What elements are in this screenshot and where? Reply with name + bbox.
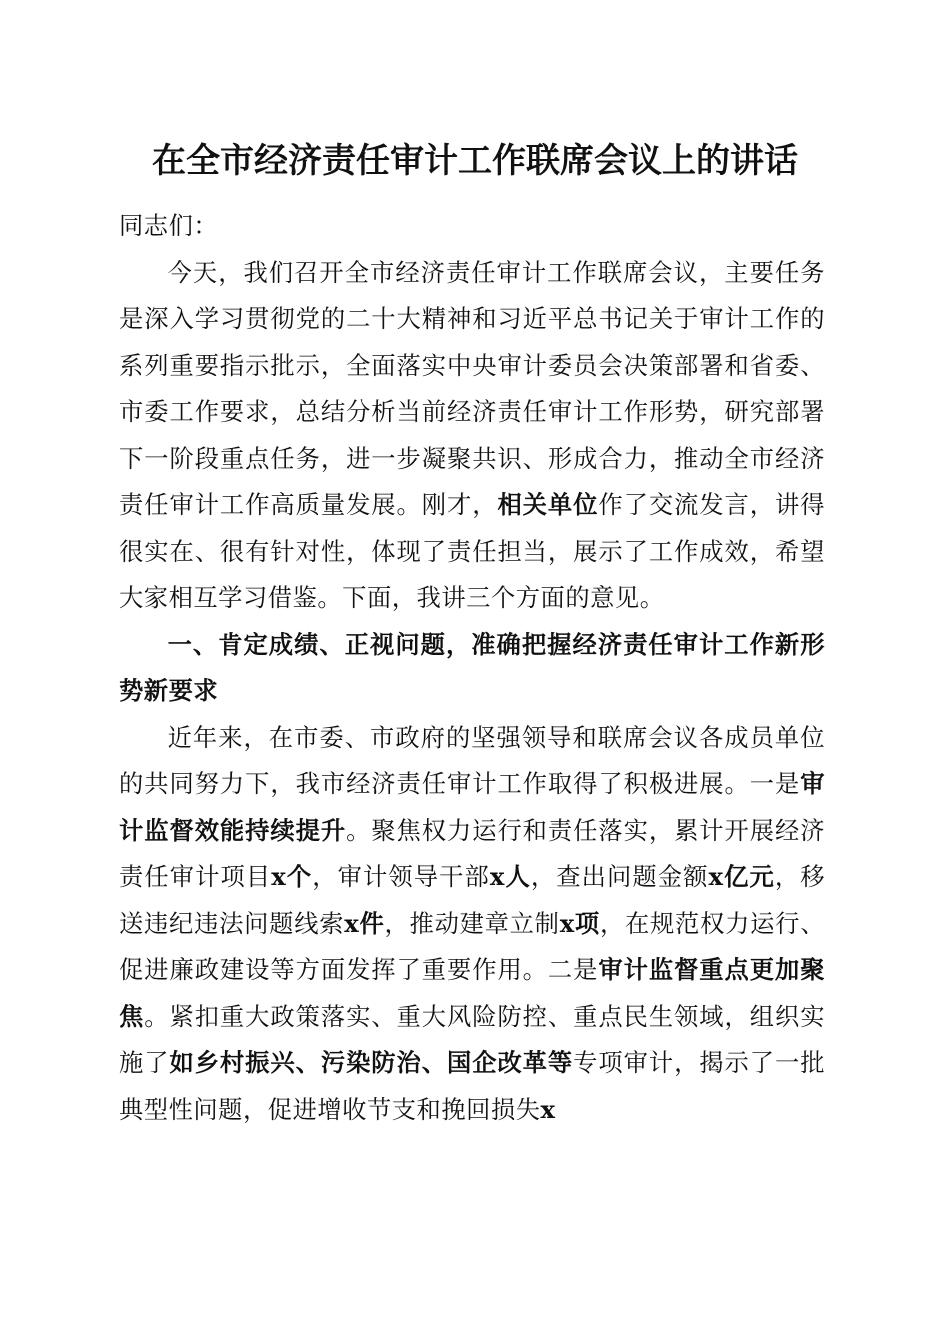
achievements-text-4: ，查出问题金额 <box>530 862 709 891</box>
achievements-bold-4: x亿元 <box>708 862 775 891</box>
achievements-text-8: 。紧扣重大政策落实、重大风险防控、重点民生领域，组织实施了 <box>119 1001 826 1077</box>
achievements-text-2: 。聚焦权力运行和责任落实，累计开展经济责任审计项目 <box>119 815 826 891</box>
achievements-text-3: ，审计领导干部 <box>312 862 490 891</box>
document-title: 在全市经济责任审计工作联席会议上的讲话 <box>152 141 798 181</box>
intro-text-2: 作了交流发言，讲得很实在、很有针对性，体现了责任担当，展示了工作成效，希望大家相互学习借鉴。下面，我讲三个方面的意见。 <box>119 490 826 612</box>
achievements-bold-2: x个 <box>271 862 313 891</box>
achievements-text-9: 专项审计，揭示了一批典型性问题，促进增收节支和挽回损失 <box>119 1048 826 1124</box>
intro-bold-units: 相关单位 <box>497 490 599 519</box>
section-heading-1: 一、肯定成绩、正视问题，准确把握经济责任审计工作新形势新要求 <box>119 629 825 705</box>
achievements-text-6: ，推动建章立制 <box>384 908 560 938</box>
achievements-bold-7: 审计监督重点更加聚焦 <box>119 955 826 1031</box>
achievements-text-7: ，在规范权力运行、促进廉政建设等方面发挥了重要作用。二是 <box>119 908 825 984</box>
achievements-bold-1: 审计监督效能持续提升 <box>119 769 825 845</box>
paragraph-achievements <box>119 715 825 1134</box>
achievements-bold-5: x件 <box>344 908 385 938</box>
achievements-text-1: 近年来，在市委、市政府的坚强领导和联席会议各成员单位的共同努力下，我市经济责任审计工作取得了积极进展。一是 <box>119 722 825 798</box>
salutation: 同志们： <box>119 211 219 240</box>
paragraph-intro <box>119 250 825 622</box>
achievements-text-5: ，移送违纪违法问题线索 <box>119 862 826 938</box>
achievements-bold-6: x项 <box>559 908 600 938</box>
achievements-bold-8: 如乡村振兴、污染防治、国企改革等 <box>169 1048 574 1077</box>
achievements-bold-9: x <box>540 1094 556 1124</box>
achievements-bold-3: x人 <box>489 862 531 891</box>
document-body <box>119 203 825 1133</box>
intro-text-1: 今天，我们召开全市经济责任审计工作联席会议，主要任务是深入学习贯彻党的二十大精神和习近平总书记关于审计工作的系列重要指示批示，全面落实中央审计委员会决策部署和省委、市委工作要求，总结分析当前经济责任审计工作形势，研究部署下一阶段重点任务，进一步凝聚共识、形成合力，推动全市经济责任审计工作高质量发展。刚才， <box>119 257 825 519</box>
